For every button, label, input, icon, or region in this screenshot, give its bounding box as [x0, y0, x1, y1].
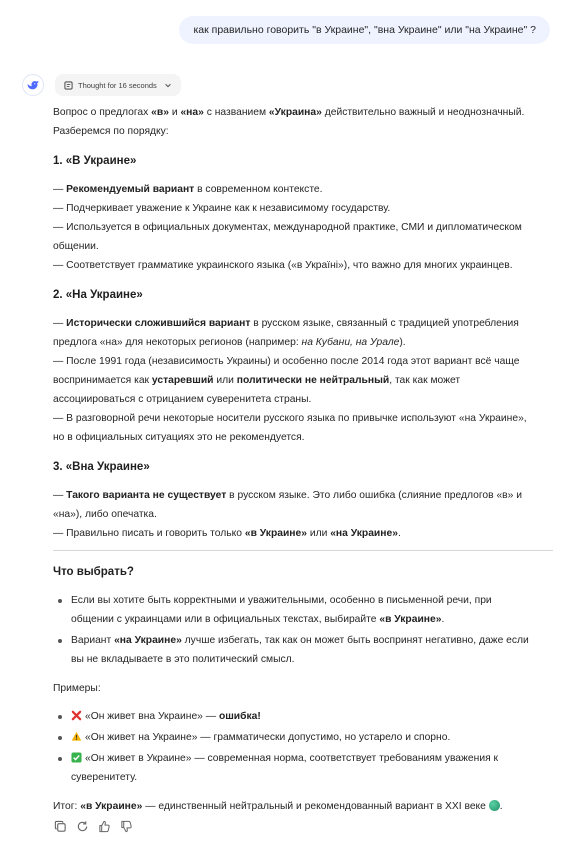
s1-line: — Подчеркивает уважение к Украине как к независимому государству.: [53, 203, 391, 214]
examples-heading: Примеры:: [53, 683, 101, 694]
examples-list: [53, 707, 553, 787]
globe-icon: [489, 800, 500, 811]
s3-line: «на»), либо опечатка.: [53, 509, 157, 520]
thought-toggle[interactable]: [55, 74, 181, 96]
s2-line: предлога «на» для некоторых регионов (например: на Кубани, на Урале).: [53, 337, 406, 348]
section-3-heading: 3. «Вна Украине»: [53, 461, 150, 473]
check-mark-icon: [71, 751, 82, 762]
s3-line: — Правильно писать и говорить только «в Украине» или «на Украине».: [53, 528, 401, 539]
list-item: «Он живет вна Украине» — ошибка!: [53, 707, 553, 726]
section-1-heading: 1. «В Украине»: [53, 155, 137, 167]
thought-chip-icon: [64, 81, 73, 90]
section-2-heading: 2. «На Украине»: [53, 289, 143, 301]
choose-heading: Что выбрать?: [53, 566, 134, 578]
summary-line: Итог: «в Украине» — единственный нейтральный и рекомендованный вариант в XXI веке .: [53, 801, 503, 812]
s1-line: общении.: [53, 241, 99, 252]
s1-line: — Соответствует грамматике украинского языка («в Україні»), что важно для многих украинцев.: [53, 260, 513, 271]
list-item: «Он живет на Украине» — грамматически допустимо, но устарело и спорно.: [53, 728, 553, 747]
thought-label: Thought for 16 seconds: [78, 80, 157, 90]
thumbs-up-icon[interactable]: [98, 820, 111, 833]
regenerate-icon[interactable]: [76, 820, 89, 833]
list-item: Вариант «на Украине» лучше избегать, так как он может быть воспринят негативно, даже если вы не вкладываете в это политический смысл.: [53, 631, 553, 669]
s1-line: — Рекомендуемый вариант в современном контексте.: [53, 184, 323, 195]
cross-mark-icon: [71, 709, 82, 720]
chevron-down-icon: [164, 81, 172, 89]
thumbs-down-icon[interactable]: [120, 820, 133, 833]
s1-line: — Используется в официальных документах, международной практике, СМИ и дипломатическом: [53, 222, 522, 233]
s2-line: — Исторически сложившийся вариант в русском языке, связанный с традицией употребления: [53, 318, 519, 329]
assistant-response: [53, 103, 553, 816]
choose-list: [53, 591, 553, 669]
copy-icon[interactable]: [54, 820, 67, 833]
user-message-bubble: как правильно говорить "в Украине", "вна Украине" или "на Украине" ?: [179, 16, 550, 44]
list-item: «Он живет в Украине» — современная норма, соответствует требованиям уважения к суверенитету.: [53, 749, 553, 787]
warning-icon: [71, 730, 82, 741]
s2-line: — В разговорной речи некоторые носители русского языка по привычке используют «на Украине»,: [53, 413, 527, 424]
s2-line: но в официальных ситуациях это не рекомендуется.: [53, 432, 305, 443]
divider: [53, 550, 553, 551]
intro-line-2: Разберемся по порядку:: [53, 126, 169, 137]
s2-line: ассоциироваться с отрицанием суверенитета страны.: [53, 394, 312, 405]
intro-line-1: Вопрос о предлогах «в» и «на» с названием «Украина» действительно важный и неоднозначный.: [53, 107, 525, 118]
deepseek-whale-icon: [22, 74, 44, 96]
s3-line: — Такого варианта не существует в русском языке. Это либо ошибка (слияние предлогов «в» и: [53, 490, 522, 501]
s2-line: — После 1991 года (независимость Украины) и особенно после 2014 года этот вариант всё чаще: [53, 356, 520, 367]
s2-line: воспринимается как устаревший или политически не нейтральный, так как может: [53, 375, 461, 386]
list-item: Если вы хотите быть корректными и уважительными, особенно в письменной речи, при общении с украинцами или в официальных текстах, выбирайте «в Украине».: [53, 591, 553, 629]
message-actions: [54, 820, 133, 833]
